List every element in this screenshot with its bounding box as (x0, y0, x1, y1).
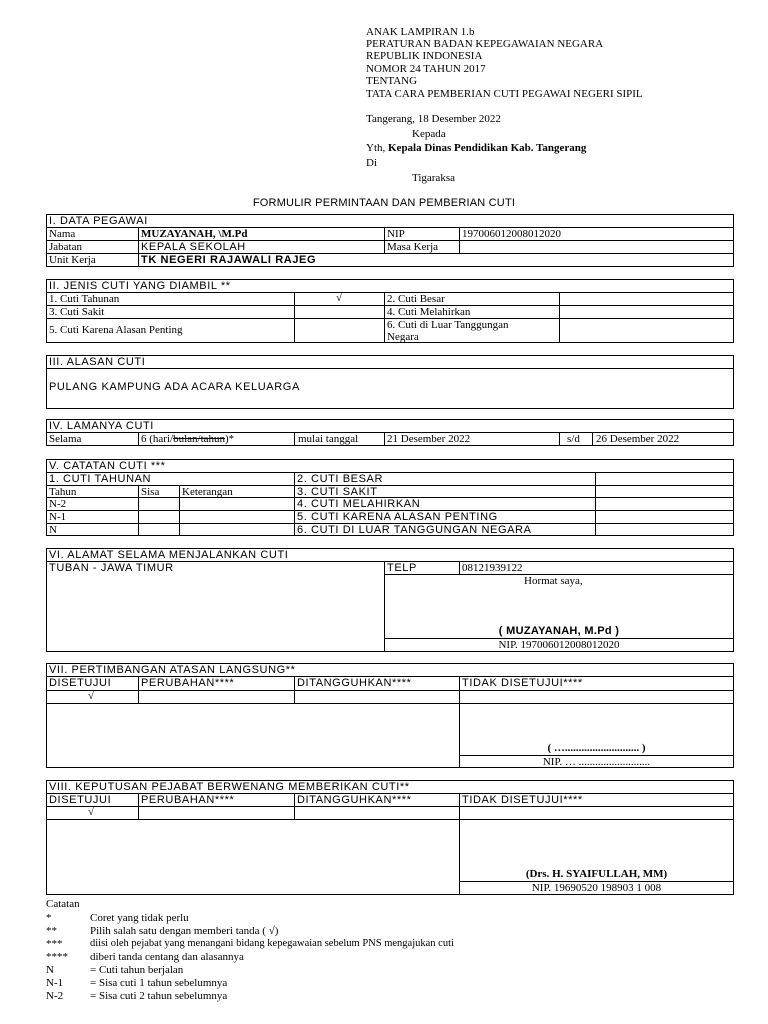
section-title: VI. ALAMAT SELAMA MENJALANKAN CUTI (49, 549, 289, 561)
catatan-item: 6. CUTI DI LUAR TANGGUNGAN NEGARA (297, 524, 532, 536)
col-disetujui: DISETUJUI (49, 794, 112, 806)
note-text: = Sisa cuti 2 tahun sebelumnya (90, 990, 228, 1002)
approver-nip: NIP. … .......................... (542, 756, 651, 768)
duration-suffix: )* (225, 433, 235, 445)
row-year-label: N-2 (49, 498, 67, 510)
notes-title: Catatan (46, 898, 80, 910)
row-year-label: N (49, 524, 57, 536)
divider (46, 806, 734, 807)
jabatan-value: KEPALA SEKOLAH (141, 241, 246, 253)
col-tahun: Tahun (49, 486, 77, 498)
divider (384, 227, 385, 253)
divider (46, 690, 734, 691)
divider (46, 819, 734, 820)
divider (592, 432, 593, 446)
official-nip: NIP. 19690520 198903 1 008 (531, 882, 662, 894)
section-title: I. DATA PEGAWAI (49, 215, 148, 227)
catatan-item: 3. CUTI SAKIT (297, 486, 378, 498)
official-name: (Drs. H. SYAIFULLAH, MM) (525, 868, 668, 880)
section-title: II. JENIS CUTI YANG DIAMBIL ** (49, 280, 231, 292)
section-title: V. CATATAN CUTI *** (49, 460, 166, 472)
signer-nip: NIP. 197006012008012020 (498, 639, 620, 651)
nip-value: 197006012008012020 (462, 228, 561, 240)
note-key: ** (46, 925, 57, 937)
divider (138, 676, 139, 703)
nama-label: Nama (49, 228, 76, 240)
divider (138, 485, 139, 536)
unit-kerja-label: Unit Kerja (49, 254, 96, 266)
section-title: III. ALASAN CUTI (49, 356, 146, 368)
col-ditangguhkan: DITANGGUHKAN**** (297, 677, 412, 689)
duration-prefix: 6 (hari/ (141, 433, 174, 445)
note-text: = Sisa cuti 1 tahun sebelumnya (90, 977, 228, 989)
sd-label: s/d (567, 433, 580, 445)
divider (559, 432, 560, 446)
col-sisa: Sisa (141, 486, 160, 498)
col-perubahan: PERUBAHAN**** (141, 677, 235, 689)
divider (459, 561, 460, 574)
divider (46, 368, 734, 369)
start-date: 21 Desember 2022 (387, 433, 471, 445)
note-text: Coret yang tidak perlu (90, 912, 189, 924)
duration-value (141, 433, 234, 445)
header-line: NOMOR 24 TAHUN 2017 (366, 63, 486, 75)
cuti-type-label: 4. Cuti Melahirkan (387, 306, 471, 318)
nama-value: MUZAYANAH, \M.Pd (141, 228, 248, 240)
yth-prefix: Yth, (366, 142, 386, 154)
header-line: PERATURAN BADAN KEPEGAWAIAN NEGARA (366, 38, 604, 50)
col-ditangguhkan: DITANGGUHKAN**** (297, 794, 412, 806)
col-perubahan: PERUBAHAN**** (141, 794, 235, 806)
divider (595, 472, 596, 536)
note-key: N-1 (46, 977, 64, 989)
signer-name: ( MUZAYANAH, M.Pd ) (498, 625, 620, 637)
header-line: TENTANG (366, 75, 418, 87)
telp-label: TELP (387, 562, 417, 574)
header-line: REPUBLIK INDONESIA (366, 50, 483, 62)
divider (294, 292, 295, 343)
cuti-type-label: 2. Cuti Besar (387, 293, 445, 305)
header-line: ANAK LAMPIRAN 1.b (366, 26, 475, 38)
catatan-item: 4. CUTI MELAHIRKAN (297, 498, 421, 510)
cuti-type-label: 6. Cuti di Luar Tanggungan (387, 319, 509, 331)
note-key: **** (46, 951, 68, 963)
note-key: N (46, 964, 54, 976)
note-key: N-2 (46, 990, 64, 1002)
recipient-name: Kepala Dinas Pendidikan Kab. Tangerang (388, 142, 587, 154)
col-tidak-disetujui: TIDAK DISETUJUI**** (462, 677, 583, 689)
cuti-tahunan-title: 1. CUTI TAHUNAN (49, 473, 152, 485)
recipient-location: Tigaraksa (412, 172, 455, 184)
col-keterangan: Keterangan (182, 486, 233, 498)
divider (294, 676, 295, 703)
telp-value: 08121939122 (462, 562, 523, 574)
catatan-item: 5. CUTI KARENA ALASAN PENTING (297, 511, 498, 523)
form-title: FORMULIR PERMINTAAN DAN PEMBERIAN CUTI (252, 197, 516, 209)
note-key: * (46, 912, 52, 924)
nip-label: NIP (387, 228, 405, 240)
hormat-saya: Hormat saya, (524, 575, 583, 587)
duration-struck: bulan/tahun (173, 433, 226, 445)
divider (459, 227, 460, 253)
alasan-value: PULANG KAMPUNG ADA ACARA KELUARGA (49, 381, 300, 393)
recipient (366, 142, 586, 154)
divider (294, 432, 295, 446)
col-tidak-disetujui: TIDAK DISETUJUI**** (462, 794, 583, 806)
check-mark: √ (336, 292, 343, 304)
jabatan-label: Jabatan (49, 241, 82, 253)
note-key: *** (46, 938, 63, 950)
cuti-type-label-cont: Negara (387, 331, 419, 343)
kepada-label: Kepada (412, 128, 446, 140)
masa-kerja-label: Masa Kerja (387, 241, 439, 253)
section-title: IV. LAMANYA CUTI (49, 420, 154, 432)
section-title: VIII. KEPUTUSAN PEJABAT BERWENANG MEMBERIKAN CUTI** (49, 781, 410, 793)
divider (384, 292, 385, 343)
place-date: Tangerang, 18 Desember 2022 (366, 113, 501, 125)
check-mark: √ (88, 690, 95, 702)
unit-kerja-value: TK NEGERI RAJAWALI RAJEG (141, 254, 317, 266)
cuti-type-label: 1. Cuti Tahunan (49, 293, 120, 305)
cuti-type-label: 3. Cuti Sakit (49, 306, 105, 318)
divider (46, 703, 734, 704)
check-mark: √ (88, 806, 95, 818)
approver-name: ( …........................... ) (547, 742, 646, 754)
address-value: TUBAN - JAWA TIMUR (49, 562, 174, 574)
divider (138, 793, 139, 819)
note-text: = Cuti tahun berjalan (90, 964, 184, 976)
divider (179, 485, 180, 536)
note-text: Pilih salah satu dengan memberi tanda ( √) (90, 925, 279, 937)
col-disetujui: DISETUJUI (49, 677, 112, 689)
note-text: diberi tanda centang dan alasannya (90, 951, 244, 963)
divider (559, 292, 560, 343)
row-year-label: N-1 (49, 511, 67, 523)
di-label: Di (366, 157, 377, 169)
divider (294, 472, 295, 536)
selama-label: Selama (49, 433, 82, 445)
mulai-label: mulai tanggal (298, 433, 359, 445)
note-text: diisi oleh pejabat yang menangani bidang kepegawaian sebelum PNS mengajukan cuti (90, 938, 454, 949)
divider (294, 793, 295, 819)
divider (138, 227, 139, 267)
divider (384, 432, 385, 446)
section-title: VII. PERTIMBANGAN ATASAN LANGSUNG** (49, 664, 296, 676)
divider (138, 432, 139, 446)
header-line: TATA CARA PEMBERIAN CUTI PEGAWAI NEGERI SIPIL (366, 88, 643, 100)
divider (459, 676, 460, 768)
catatan-item: 2. CUTI BESAR (297, 473, 384, 485)
cuti-type-label: 5. Cuti Karena Alasan Penting (49, 324, 183, 336)
end-date: 26 Desember 2022 (596, 433, 680, 445)
